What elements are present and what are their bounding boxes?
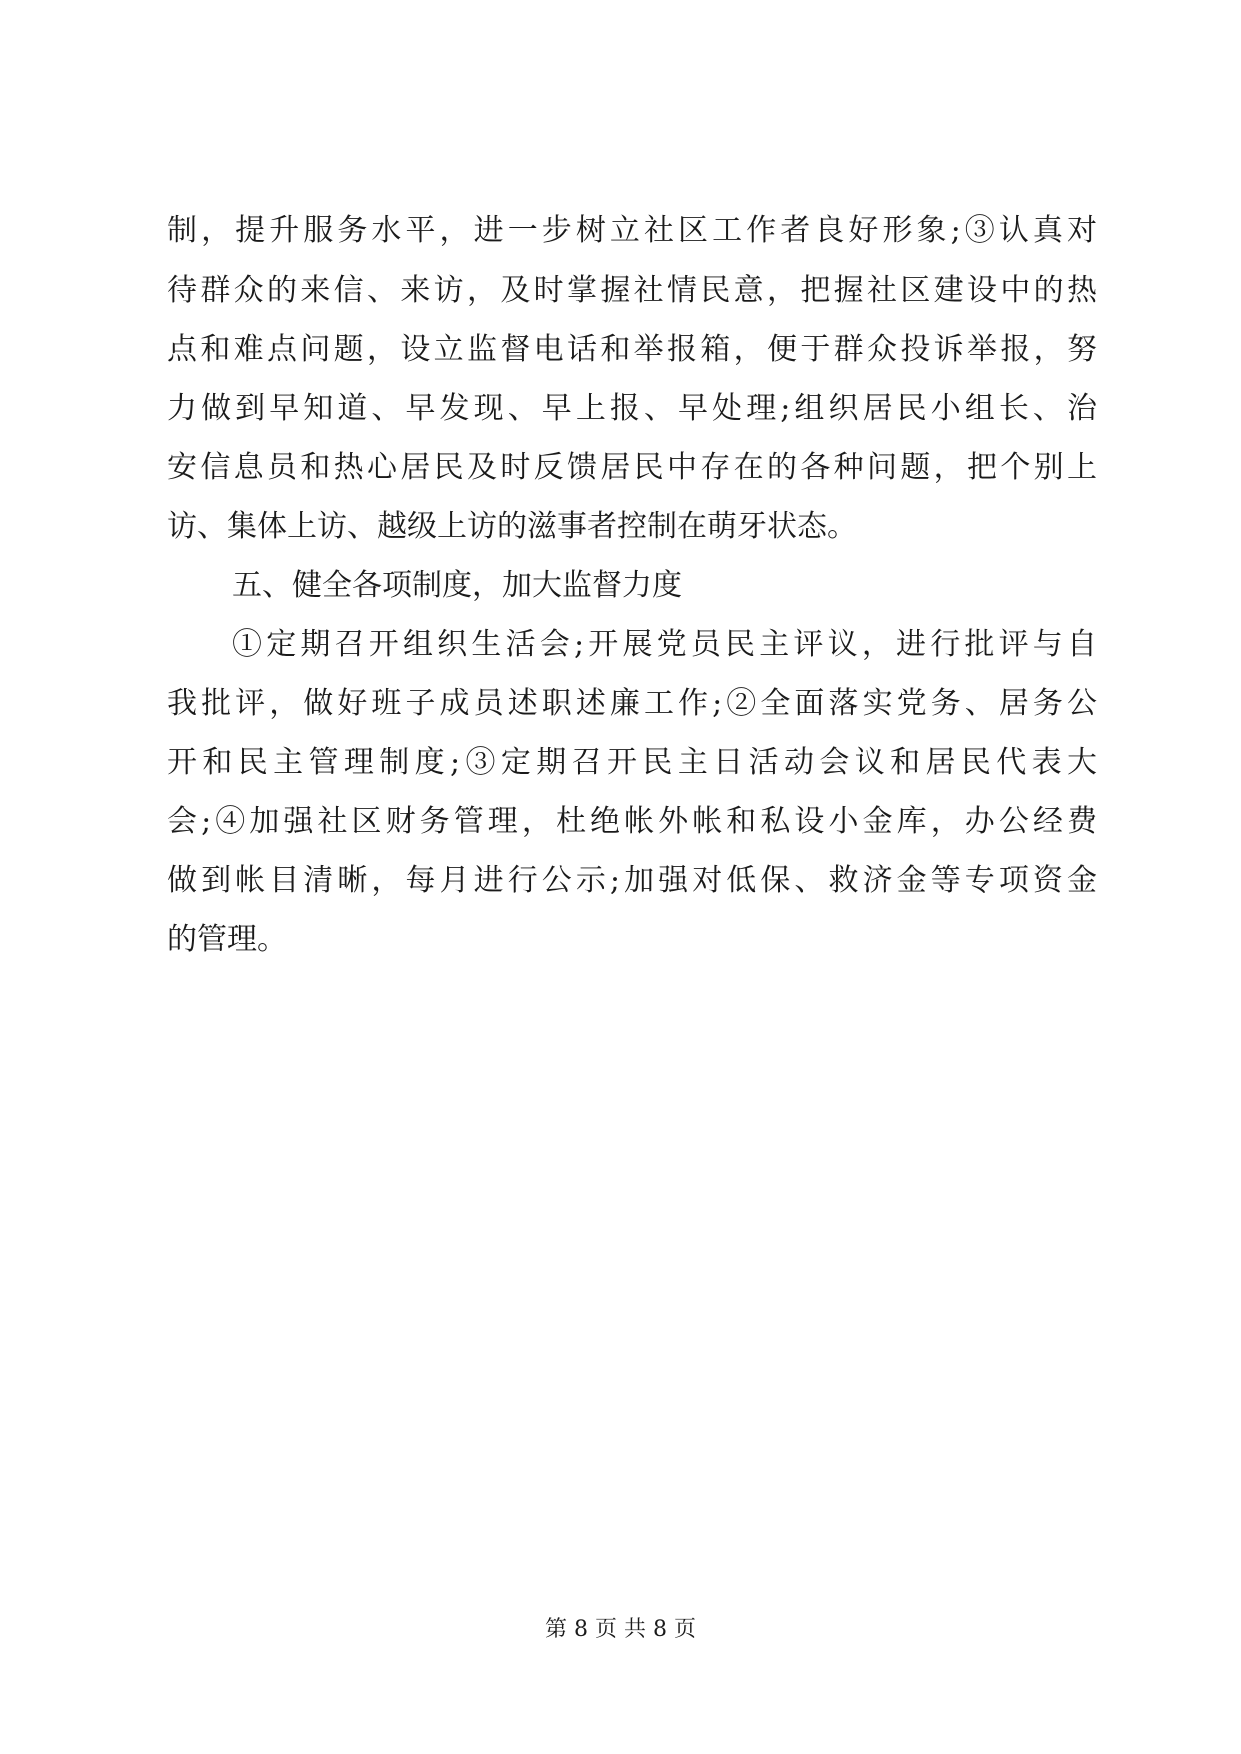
body-line: 访、集体上访、越级上访的滋事者控制在萌牙状态。: [167, 509, 857, 544]
body-line: 制，提升服务水平，进一步树立社区工作者良好形象;③认真对: [167, 213, 1097, 248]
body-line: 待群众的来信、来访，及时掌握社情民意，把握社区建设中的热: [167, 273, 1097, 308]
body-line: 的管理。: [167, 922, 287, 957]
body-line: 做到帐目清晰，每月进行公示;加强对低保、救济金等专项资金: [167, 863, 1097, 898]
body-line: ①定期召开组织生活会;开展党员民主评议，进行批评与自: [232, 627, 1097, 662]
page-number-footer: 第 8 页 共 8 页: [545, 1617, 696, 1642]
body-line: 开和民主管理制度;③定期召开民主日活动会议和居民代表大: [167, 745, 1097, 780]
body-line: 力做到早知道、早发现、早上报、早处理;组织居民小组长、治: [167, 391, 1097, 426]
body-line: 会;④加强社区财务管理，杜绝帐外帐和私设小金库，办公经费: [167, 804, 1097, 839]
body-line: 我批评，做好班子成员述职述廉工作;②全面落实党务、居务公: [167, 686, 1097, 721]
body-line: 安信息员和热心居民及时反馈居民中存在的各种问题，把个别上: [167, 450, 1097, 485]
section-heading: 五、健全各项制度，加大监督力度: [232, 568, 682, 603]
body-line: 点和难点问题，设立监督电话和举报箱，便于群众投诉举报，努: [167, 332, 1097, 367]
